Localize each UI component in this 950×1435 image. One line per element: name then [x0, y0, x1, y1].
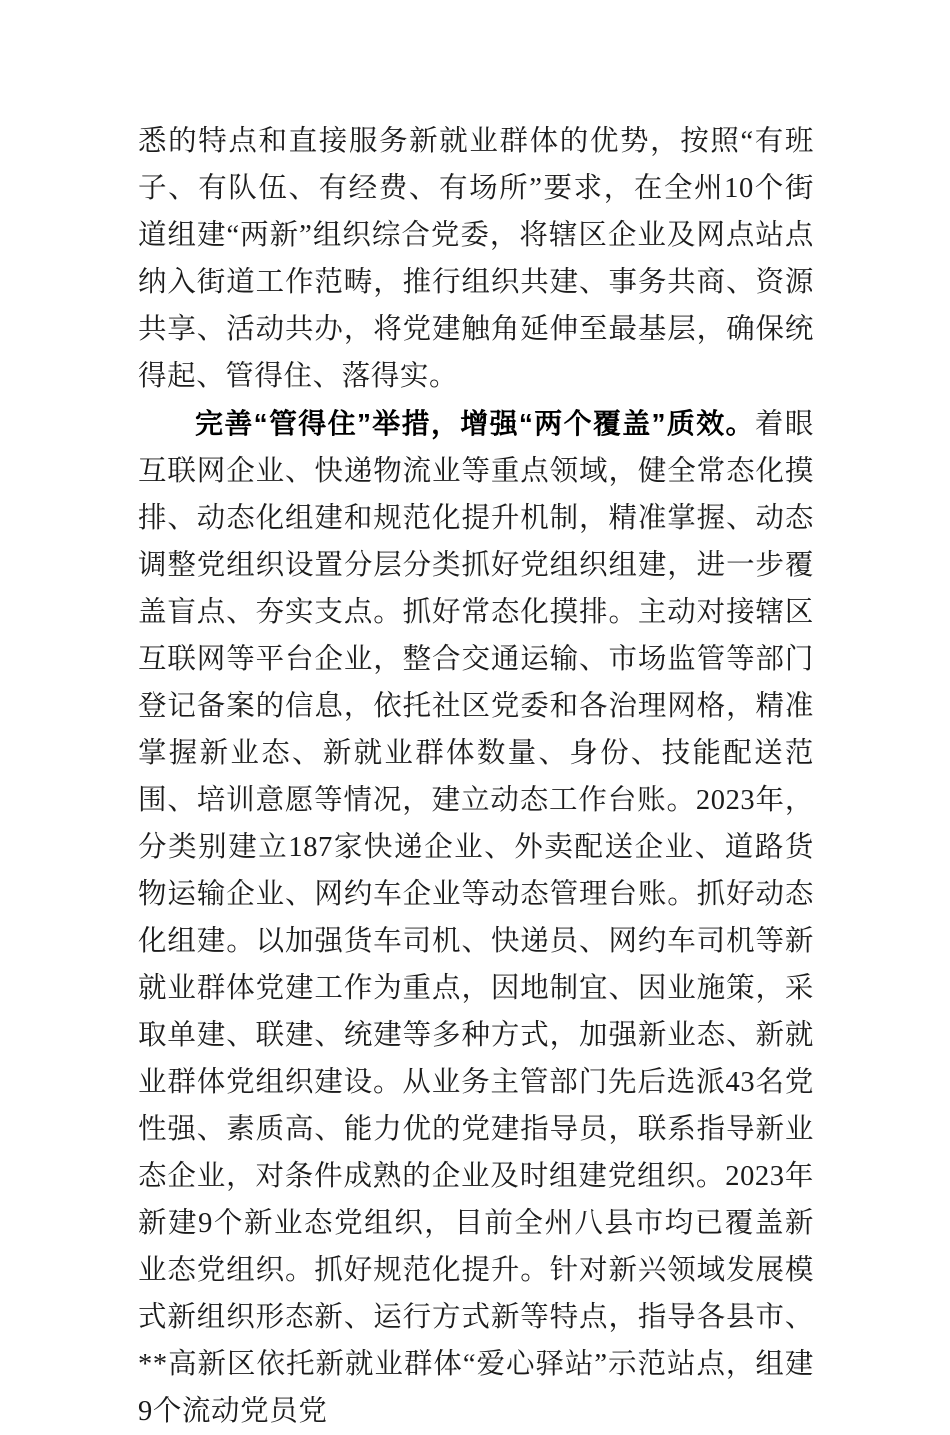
- paragraph-continued-text: 悉的特点和直接服务新就业群体的优势，按照“有班子、有队伍、有经费、有场所”要求，在全州10个街道组建“两新”组织综合党委，将辖区企业及网点站点纳入街道工作范畴，推行组织共建、事务共商、资源共享、活动共办，将党建触角延伸至最基层，确保统得起、管得住、落得实。: [138, 126, 814, 392]
- section-heading-inline: 完善“管得住”举措，增强“两个覆盖”质效。: [195, 408, 755, 439]
- paragraph-section-two-text: 着眼互联网企业、快递物流业等重点领域，健全常态化摸排、动态化组建和规范化提升机制，精准掌握、动态调整党组织设置分层分类抓好党组织组建，进一步覆盖盲点、夯实支点。抓好常态化摸排。主动对接辖区互联网等平台企业，整合交通运输、市场监管等部门登记备案的信息，依托社区党委和各治理网格，精准掌握新业态、新就业群体数量、身份、技能配送范围、培训意愿等情况，建立动态工作台账。2023年，分类别建立187家快递企业、外卖配送企业、道路货物运输企业、网约车企业等动态管理台账。抓好动态化组建。以加强货车司机、快递员、网约车司机等新就业群体党建工作为重点，因地制宜、因业施策，采取单建、联建、统建等多种方式，加强新业态、新就业群体党组织建设。从业务主管部门先后选派43名党性强、素质高、能力优的党建指导员，联系指导新业态企业，对条件成熟的企业及时组建党组织。2023年新建9个新业态党组织，目前全州八县市均已覆盖新业态党组织。抓好规范化提升。针对新兴领域发展模式新组织形态新、运行方式新等特点，指导各县市、**高新区依托新就业群体“爱心驿站”示范站点，组建9个流动党员党: [138, 409, 815, 1427]
- document-body: [138, 118, 814, 1435]
- paragraph-section-two: [138, 400, 814, 1435]
- paragraph-continued: [138, 118, 814, 400]
